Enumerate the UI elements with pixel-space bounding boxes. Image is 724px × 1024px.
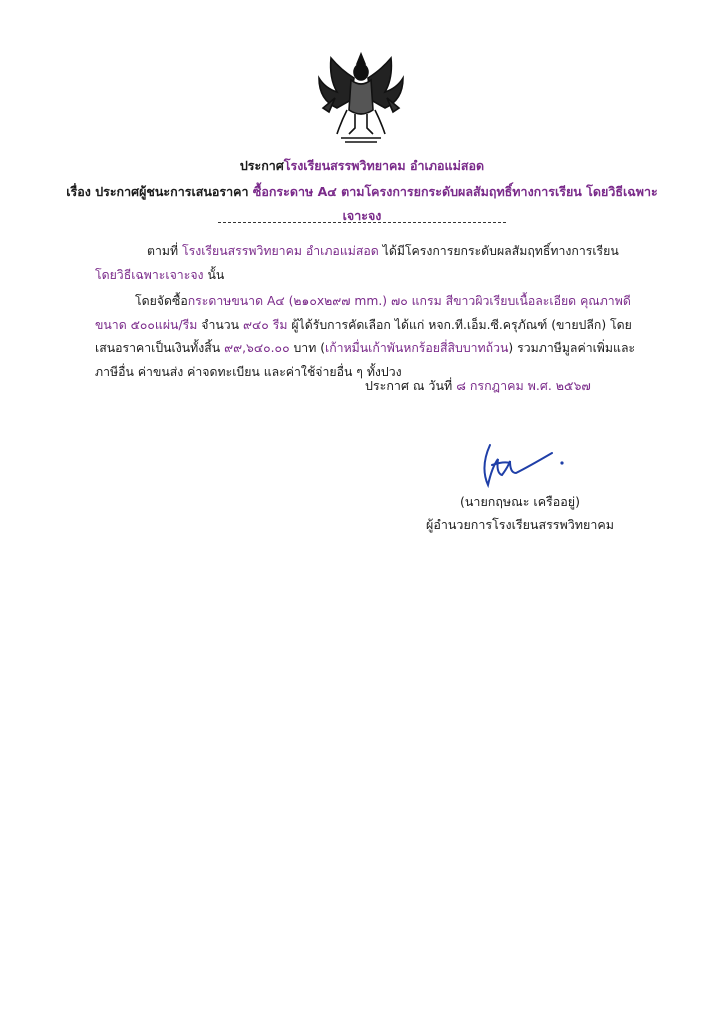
p2-text-a: โดยจัดซื้อ	[135, 294, 188, 308]
signature-icon	[470, 437, 570, 497]
subject-detail: ซื้อกระดาษ A๔ ตามโครงการยกระดับผลสัมฤทธิ์ทางการเรียน โดยวิธีเฉพาะเจาะจง	[252, 184, 658, 223]
signer-name: (นายกฤษณะ เครืออยู่)	[460, 494, 580, 509]
p1-text-b: ได้มีโครงการยกระดับผลสัมฤทธิ์ทางการเรียน	[378, 244, 619, 258]
title-prefix: ประกาศ	[239, 158, 284, 173]
p1-text-a: ตามที่	[147, 244, 183, 258]
p1-text-c: นั้น	[203, 267, 225, 282]
school-name: โรงเรียนสรรพวิทยาคม อำเภอแม่สอด	[283, 158, 485, 173]
date-prefix: ประกาศ ณ วันที่	[365, 378, 457, 393]
p2-amount: ๙๙,๖๔๐.๐๐	[224, 341, 290, 355]
p1-method: โดยวิธีเฉพาะเจาะจง	[95, 267, 204, 282]
announcement-title	[60, 156, 664, 176]
signer-title: ผู้อำนวยการโรงเรียนสรรพวิทยาคม	[426, 517, 614, 532]
announcement-subject	[60, 180, 664, 228]
subject-prefix: เรื่อง ประกาศผู้ชนะการเสนอราคา	[66, 184, 253, 199]
paragraph-purchase	[95, 290, 643, 384]
paragraph-intro	[95, 240, 643, 287]
date-value: ๘ กรกฎาคม พ.ศ. ๒๕๖๗	[456, 378, 591, 393]
p2-item: กระดาษขนาด A๔ (๒๑๐x๒๙๗ mm.) ๗๐ แกรม สีขาวผิวเรียบเนื้อละเอียด คุณภาพดี ขนาด ๕๐๐แผ่น/รีม	[95, 294, 631, 332]
p2-text-e: ) รวมภาษีมูลค่าเพิ่มและภาษีอื่น ค่าขนส่ง ค่าจดทะเบียน และค่าใช้จ่ายอื่น ๆ ทั้งปวง	[95, 341, 636, 379]
p2-text-b: จำนวน	[197, 317, 243, 332]
separator-line	[218, 222, 506, 223]
garuda-emblem-icon	[311, 48, 411, 148]
p2-text-c: ผู้ได้รับการคัดเลือก ได้แก่ หจก.ที.เอ็ม.ซี.ครุภัณฑ์ (ขายปลีก) โดยเสนอราคาเป็นเงินทั้งสิ้น	[95, 317, 632, 355]
p2-text-d: บาท (	[289, 341, 326, 355]
p1-school: โรงเรียนสรรพวิทยาคม อำเภอแม่สอด	[182, 244, 379, 258]
p2-amount-words: เก้าหมื่นเก้าพันหกร้อยสี่สิบบาทถ้วน	[325, 341, 509, 355]
announcement-date	[365, 376, 591, 396]
p2-quantity: ๙๔๐ รีม	[242, 317, 288, 332]
